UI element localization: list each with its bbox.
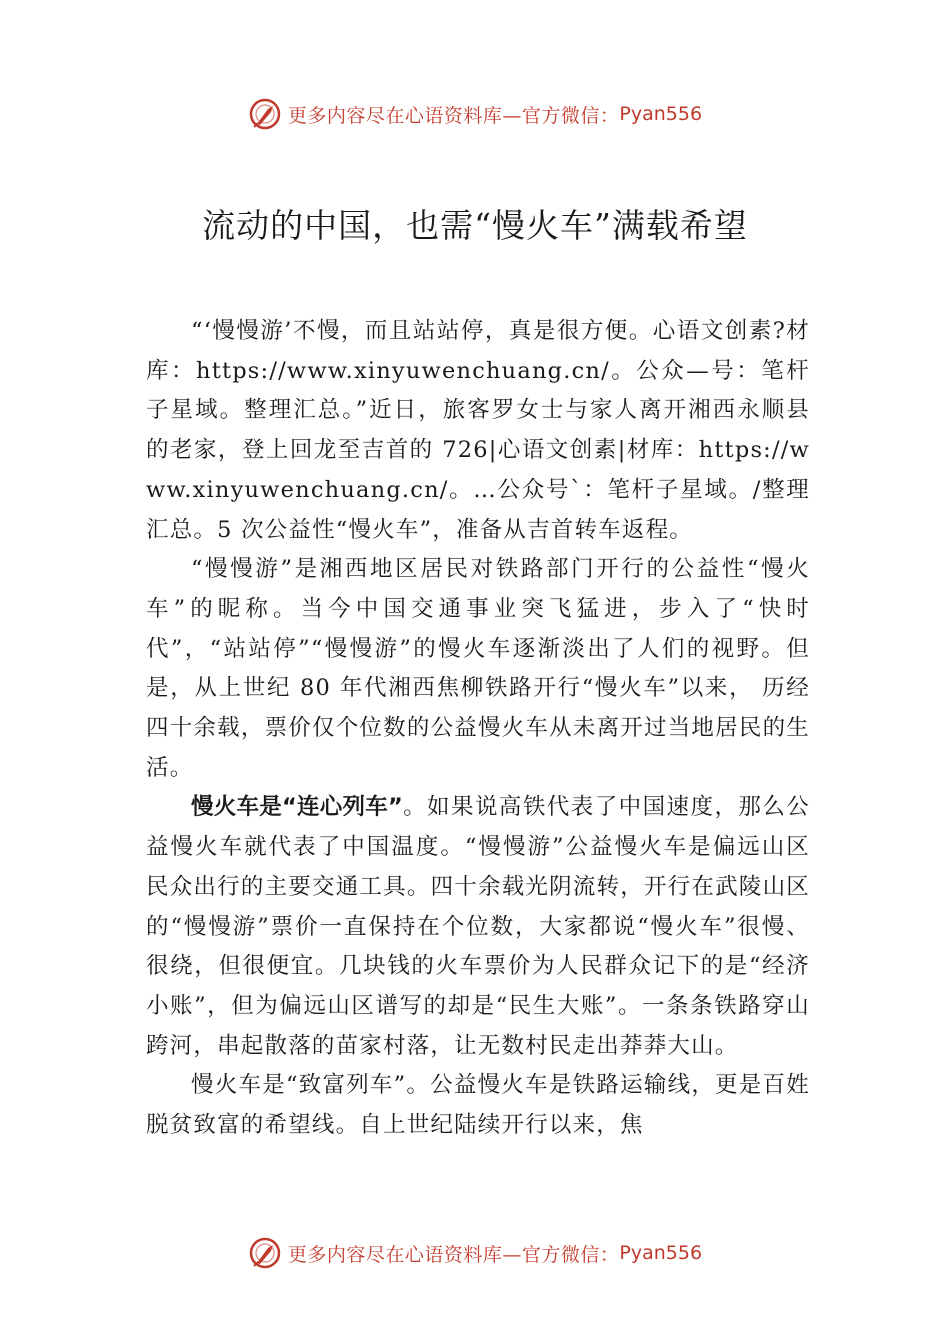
banner-text: 更多内容尽在心语资料库—官方微信： xyxy=(287,104,620,127)
pen-nib-logo-icon xyxy=(248,1236,282,1270)
article-body xyxy=(146,312,810,1146)
banner-account: Pyan556 xyxy=(619,1242,703,1264)
pen-nib-logo-icon xyxy=(248,97,282,131)
page-title: 流动的中国，也需“慢火车”满载希望 xyxy=(202,206,748,245)
paragraph xyxy=(146,788,810,1066)
paragraph-text: 。如果说高铁代表了中国速度，那么公益慢火车就代表了中国温度。“慢慢游”公益慢火车是偏远山区民众出行的主要交通工具。四十余载光阴流转，开行在武陵山区的“慢慢游”票价一直保持在个位数，大家都说“慢火车”很慢、很绕，但很便宜。几块钱的火车票价为人民群众记下的是“经济小账”，但为偏远山区谱写的却是“民生大账”。一条条铁路穿山跨河，串起散落的苗家村落，让无数村民走出莽莽大山。 xyxy=(146,794,811,1059)
footer-banner xyxy=(0,1233,950,1273)
paragraph xyxy=(146,1066,810,1145)
paragraph xyxy=(146,550,810,788)
header-banner xyxy=(0,94,950,134)
paragraph-lead: 慢火车是“连心列车” xyxy=(191,794,403,821)
paragraph-text: “‘慢慢游’不慢，而且站站停，真是很方便。心语文创素?材库：https://www.xinyuwenchuang.cn/。公众—号：笔杆子星域。整理汇总。”近日，旅客罗女士与家人离开湘西永顺县的老家，登上回龙至吉首的 726|心语文创素|材库：https://www.xinyuwenchuang.cn/。…公众号`：笔杆子星域。/整理汇总。5 次公益性“慢火车”，准备从吉首转车返程。 xyxy=(146,318,810,543)
paragraph xyxy=(146,312,810,550)
banner-text: 更多内容尽在心语资料库—官方微信： xyxy=(287,1243,620,1266)
banner-account: Pyan556 xyxy=(619,103,703,125)
paragraph-text: 慢火车是“致富列车”。公益慢火车是铁路运输线，更是百姓脱贫致富的希望线。自上世纪陆续开行以来，焦 xyxy=(146,1072,810,1139)
paragraph-text: “慢慢游”是湘西地区居民对铁路部门开行的公益性“慢火车”的昵称。当今中国交通事业突飞猛进，步入了“快时代”，“站站停”“慢慢游”的慢火车逐渐淡出了人们的视野。但是，从上世纪 80 年代湘西焦柳铁路开行“慢火车”以来， 历经四十余载，票价仅个位数的公益慢火车从未离开过当地居民的生活。 xyxy=(146,556,810,781)
